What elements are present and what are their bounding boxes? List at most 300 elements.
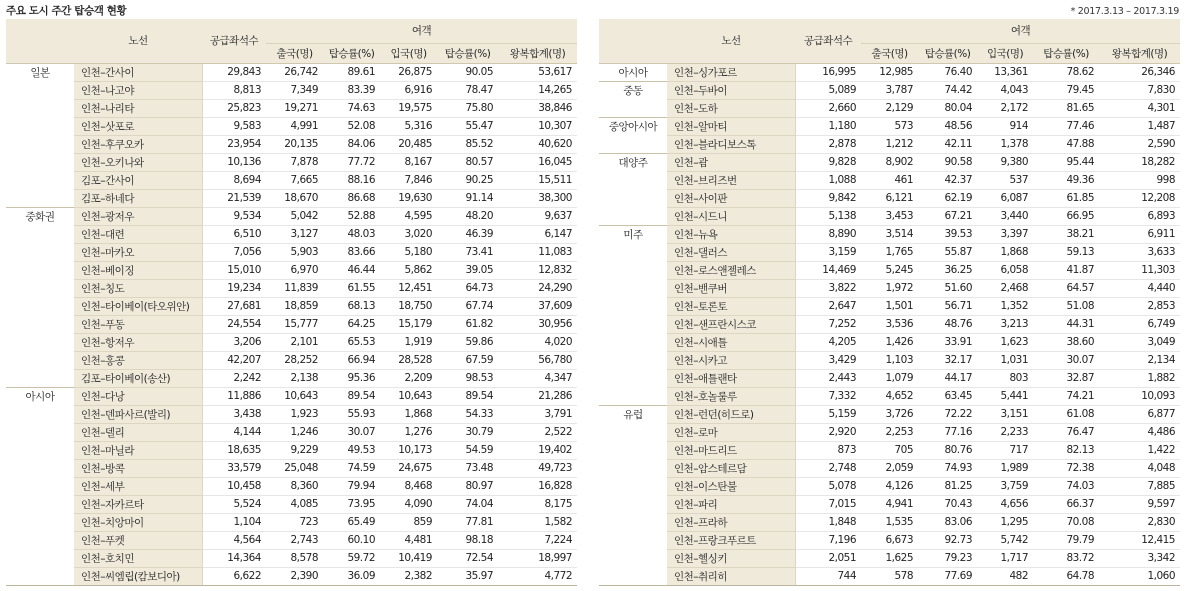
region-header (599, 19, 667, 63)
region-cell (6, 279, 74, 297)
left-table-body (6, 63, 577, 585)
departures-cell: 1,923 (266, 405, 323, 423)
round-trip-total-cell: 2,853 (1099, 297, 1180, 315)
route-cell: 인천–호치민 (74, 549, 202, 567)
arrivals-cell: 1,276 (380, 423, 437, 441)
arrivals-cell: 3,440 (977, 207, 1033, 225)
region-cell (599, 207, 667, 225)
round-trip-total-cell: 18,997 (498, 549, 577, 567)
seats-cell: 2,443 (795, 369, 861, 387)
route-header: 노선 (667, 19, 795, 63)
departures-cell: 20,135 (266, 135, 323, 153)
seats-cell: 873 (795, 441, 861, 459)
arrival-rate-cell: 64.78 (1033, 567, 1099, 585)
departure-rate-cell: 89.61 (323, 63, 380, 81)
region-cell (599, 549, 667, 567)
departure-rate-cell: 36.25 (918, 261, 977, 279)
region-cell (6, 153, 74, 171)
round-trip-total-cell: 1,422 (1099, 441, 1180, 459)
round-trip-total-cell: 7,830 (1099, 81, 1180, 99)
arrivals-cell: 2,468 (977, 279, 1033, 297)
departures-cell: 25,048 (266, 459, 323, 477)
arrivals-cell: 5,316 (380, 117, 437, 135)
table-row (599, 261, 1180, 279)
arrival-rate-cell: 77.81 (437, 513, 498, 531)
round-trip-total-cell: 26,346 (1099, 63, 1180, 81)
arrivals-cell: 3,151 (977, 405, 1033, 423)
arrival-rate-cell: 30.79 (437, 423, 498, 441)
departures-cell: 6,121 (861, 189, 918, 207)
round-trip-total-cell: 40,620 (498, 135, 577, 153)
round-trip-total-cell: 1,882 (1099, 369, 1180, 387)
route-cell: 인천–델리 (74, 423, 202, 441)
arrival-rate-cell: 72.54 (437, 549, 498, 567)
arrival-rate-cell: 85.52 (437, 135, 498, 153)
table-row (599, 333, 1180, 351)
departures-cell: 1,079 (861, 369, 918, 387)
route-cell: 인천–취리히 (667, 567, 795, 585)
arrival-rate-cell: 44.31 (1033, 315, 1099, 333)
table-row (599, 207, 1180, 225)
round-trip-total-cell: 6,749 (1099, 315, 1180, 333)
arrival-rate-cell: 98.18 (437, 531, 498, 549)
round-trip-total-cell: 4,486 (1099, 423, 1180, 441)
table-row (6, 99, 577, 117)
table-row (599, 513, 1180, 531)
route-cell: 인천–광저우 (74, 207, 202, 225)
table-row (6, 315, 577, 333)
departure-rate-cell: 63.45 (918, 387, 977, 405)
arrivals-cell: 7,846 (380, 171, 437, 189)
region-cell (599, 513, 667, 531)
arrival-rate-cell: 80.97 (437, 477, 498, 495)
table-row (6, 459, 577, 477)
seats-cell: 18,635 (202, 441, 266, 459)
departures-cell: 8,578 (266, 549, 323, 567)
departure-rate-cell: 81.25 (918, 477, 977, 495)
arrival-rate-cell: 54.59 (437, 441, 498, 459)
route-cell: 인천–덴파사르(발리) (74, 405, 202, 423)
table-row (6, 495, 577, 513)
seats-cell: 1,848 (795, 513, 861, 531)
departures-cell: 3,536 (861, 315, 918, 333)
seats-cell: 15,010 (202, 261, 266, 279)
arrival-rate-cell: 70.08 (1033, 513, 1099, 531)
departures-cell: 705 (861, 441, 918, 459)
table-row (599, 441, 1180, 459)
route-cell: 인천–마드리드 (667, 441, 795, 459)
departure-rate-cell: 74.63 (323, 99, 380, 117)
route-cell: 인천–베이징 (74, 261, 202, 279)
round-trip-total-cell: 38,300 (498, 189, 577, 207)
table-row (6, 351, 577, 369)
arrival-rate-cell: 55.47 (437, 117, 498, 135)
round-trip-total-cell: 12,832 (498, 261, 577, 279)
region-cell (599, 261, 667, 279)
round-trip-total-cell: 18,282 (1099, 153, 1180, 171)
arrival-rate-cell: 66.95 (1033, 207, 1099, 225)
arrivals-cell: 13,361 (977, 63, 1033, 81)
departure-rate-cell: 95.36 (323, 369, 380, 387)
arrivals-cell: 19,575 (380, 99, 437, 117)
seats-cell: 9,842 (795, 189, 861, 207)
region-cell (599, 459, 667, 477)
seats-cell: 8,694 (202, 171, 266, 189)
arrival-rate-cell: 78.47 (437, 81, 498, 99)
table-row (6, 423, 577, 441)
departure-rate-cell: 83.06 (918, 513, 977, 531)
round-trip-total-cell: 3,049 (1099, 333, 1180, 351)
round-trip-total-cell: 11,083 (498, 243, 577, 261)
departure-rate-cell: 48.76 (918, 315, 977, 333)
arrival-rate-cell: 38.60 (1033, 333, 1099, 351)
arrivals-cell: 4,481 (380, 531, 437, 549)
round-trip-total-cell: 4,772 (498, 567, 577, 585)
arrivals-cell: 6,058 (977, 261, 1033, 279)
route-cell: 인천–이스탄불 (667, 477, 795, 495)
arrivals-cell: 2,209 (380, 369, 437, 387)
right-table-body (599, 63, 1180, 585)
arrivals-cell: 4,656 (977, 495, 1033, 513)
round-trip-total-cell: 30,956 (498, 315, 577, 333)
route-cell: 인천–시카고 (667, 351, 795, 369)
seats-cell: 9,828 (795, 153, 861, 171)
arrivals-cell: 717 (977, 441, 1033, 459)
arrival-rate-cell: 59.13 (1033, 243, 1099, 261)
round-trip-total-cell: 24,290 (498, 279, 577, 297)
page-title: 주요 도시 주간 탑승객 현황 (6, 5, 127, 17)
arrival-rate-cell: 32.87 (1033, 369, 1099, 387)
region-cell (599, 279, 667, 297)
arrival-rate-cell: 54.33 (437, 405, 498, 423)
departures-cell: 18,859 (266, 297, 323, 315)
table-row (6, 441, 577, 459)
departure-rate-cell: 79.23 (918, 549, 977, 567)
passengers-header: 여객 (861, 19, 1180, 43)
table-row (599, 153, 1180, 171)
table-row (599, 297, 1180, 315)
table-row (6, 225, 577, 243)
arrival-rate-cell: 81.65 (1033, 99, 1099, 117)
table-row (6, 207, 577, 225)
seats-cell: 14,364 (202, 549, 266, 567)
arrivals-cell: 1,378 (977, 135, 1033, 153)
departure-rate-cell: 39.53 (918, 225, 977, 243)
route-cell: 인천–나리타 (74, 99, 202, 117)
region-cell (599, 333, 667, 351)
arrivals-cell: 19,630 (380, 189, 437, 207)
seats-cell: 4,564 (202, 531, 266, 549)
table-row (599, 567, 1180, 585)
arrival-rate-cell: 89.54 (437, 387, 498, 405)
arrival-rate-cell: 72.38 (1033, 459, 1099, 477)
departures-cell: 2,138 (266, 369, 323, 387)
region-label: 중화권 (6, 207, 74, 225)
round-trip-total-cell: 15,511 (498, 171, 577, 189)
departures-header: 출국(명) (266, 43, 323, 63)
round-trip-total-cell: 3,791 (498, 405, 577, 423)
departure-rate-cell: 89.54 (323, 387, 380, 405)
round-trip-total-cell: 998 (1099, 171, 1180, 189)
seats-cell: 1,180 (795, 117, 861, 135)
round-trip-total-cell: 9,597 (1099, 495, 1180, 513)
region-cell (6, 351, 74, 369)
seats-cell: 16,995 (795, 63, 861, 81)
arrivals-cell: 4,595 (380, 207, 437, 225)
departures-cell: 4,085 (266, 495, 323, 513)
departures-cell: 2,059 (861, 459, 918, 477)
route-cell: 인천–씨엠립(캄보디아) (74, 567, 202, 585)
region-cell (6, 441, 74, 459)
right-passenger-table (599, 19, 1180, 586)
departures-header: 출국(명) (861, 43, 918, 63)
arrivals-cell: 5,441 (977, 387, 1033, 405)
departure-rate-cell: 80.76 (918, 441, 977, 459)
departures-cell: 1,212 (861, 135, 918, 153)
departures-cell: 1,765 (861, 243, 918, 261)
route-cell: 인천–마닐라 (74, 441, 202, 459)
departure-rate-cell: 60.10 (323, 531, 380, 549)
route-cell: 인천–샌프란시스코 (667, 315, 795, 333)
arrival-rate-cell: 74.21 (1033, 387, 1099, 405)
departure-rate-cell: 62.19 (918, 189, 977, 207)
seats-cell: 9,534 (202, 207, 266, 225)
region-cell (599, 171, 667, 189)
arrival-rate-cell: 74.04 (437, 495, 498, 513)
seats-cell: 24,554 (202, 315, 266, 333)
departure-rate-cell: 74.42 (918, 81, 977, 99)
departures-cell: 12,985 (861, 63, 918, 81)
departures-cell: 18,670 (266, 189, 323, 207)
region-cell (599, 567, 667, 585)
round-trip-total-cell: 3,342 (1099, 549, 1180, 567)
table-row (6, 135, 577, 153)
table-row (599, 495, 1180, 513)
region-cell (599, 441, 667, 459)
arrivals-cell: 10,643 (380, 387, 437, 405)
arrival-rate-cell: 95.44 (1033, 153, 1099, 171)
table-row (6, 405, 577, 423)
arrivals-cell: 2,172 (977, 99, 1033, 117)
arrival-rate-cell: 82.13 (1033, 441, 1099, 459)
route-cell: 인천–칭도 (74, 279, 202, 297)
arrival-rate-cell: 39.05 (437, 261, 498, 279)
arrival-rate-cell: 61.82 (437, 315, 498, 333)
arrival-rate-cell: 98.53 (437, 369, 498, 387)
arrival-rate-cell: 41.87 (1033, 261, 1099, 279)
arrivals-cell: 5,742 (977, 531, 1033, 549)
table-row (6, 531, 577, 549)
arrivals-cell: 5,862 (380, 261, 437, 279)
arrival-rate-cell: 74.03 (1033, 477, 1099, 495)
arrival-rate-cell: 73.41 (437, 243, 498, 261)
route-cell: 인천–오키나와 (74, 153, 202, 171)
region-label: 대양주 (599, 153, 667, 171)
departure-rate-cell: 42.11 (918, 135, 977, 153)
departures-cell: 7,349 (266, 81, 323, 99)
departure-rate-cell: 76.40 (918, 63, 977, 81)
seats-cell: 10,458 (202, 477, 266, 495)
departures-cell: 723 (266, 513, 323, 531)
departure-rate-cell: 32.17 (918, 351, 977, 369)
departures-cell: 1,972 (861, 279, 918, 297)
departures-cell: 573 (861, 117, 918, 135)
table-row (599, 225, 1180, 243)
table-row (599, 369, 1180, 387)
seats-cell: 2,660 (795, 99, 861, 117)
arrival-rate-cell: 83.72 (1033, 549, 1099, 567)
round-trip-total-cell: 37,609 (498, 297, 577, 315)
date-range-note: * 2017.3.13 – 2017.3.19 (1070, 6, 1179, 17)
table-row (599, 81, 1180, 99)
departure-rate-cell: 42.37 (918, 171, 977, 189)
round-trip-total-cell: 1,582 (498, 513, 577, 531)
arrivals-cell: 1,989 (977, 459, 1033, 477)
round-trip-total-cell: 4,440 (1099, 279, 1180, 297)
table-row (6, 333, 577, 351)
arrivals-cell: 3,759 (977, 477, 1033, 495)
departures-cell: 26,742 (266, 63, 323, 81)
departure-rate-cell: 52.08 (323, 117, 380, 135)
departure-rate-cell: 44.17 (918, 369, 977, 387)
seats-cell: 5,524 (202, 495, 266, 513)
seats-cell: 14,469 (795, 261, 861, 279)
route-cell: 인천–치앙마이 (74, 513, 202, 531)
route-cell: 김포–타이베이(송산) (74, 369, 202, 387)
region-cell (6, 117, 74, 135)
arrival-rate-cell: 64.57 (1033, 279, 1099, 297)
arrivals-cell: 28,528 (380, 351, 437, 369)
round-trip-total-cell: 19,402 (498, 441, 577, 459)
departures-cell: 10,643 (266, 387, 323, 405)
departures-cell: 11,839 (266, 279, 323, 297)
route-cell: 인천–두바이 (667, 81, 795, 99)
departure-rate-cell: 77.72 (323, 153, 380, 171)
departure-rate-cell: 30.07 (323, 423, 380, 441)
round-trip-total-cell: 8,175 (498, 495, 577, 513)
round-trip-total-cell: 49,723 (498, 459, 577, 477)
route-cell: 인천–항저우 (74, 333, 202, 351)
region-cell (599, 387, 667, 405)
departure-rate-cell: 70.43 (918, 495, 977, 513)
seats-cell: 5,078 (795, 477, 861, 495)
arrival-rate-cell: 38.21 (1033, 225, 1099, 243)
seats-cell: 33,579 (202, 459, 266, 477)
departure-rate-cell: 46.44 (323, 261, 380, 279)
seats-cell: 3,206 (202, 333, 266, 351)
table-row (6, 549, 577, 567)
round-trip-total-cell: 3,633 (1099, 243, 1180, 261)
departures-cell: 3,726 (861, 405, 918, 423)
seats-cell: 42,207 (202, 351, 266, 369)
route-cell: 인천–런던(히드로) (667, 405, 795, 423)
departure-rate-cell: 48.56 (918, 117, 977, 135)
seats-cell: 8,813 (202, 81, 266, 99)
region-label: 아시아 (599, 63, 667, 81)
arrivals-cell: 10,173 (380, 441, 437, 459)
route-cell: 인천–밴쿠버 (667, 279, 795, 297)
seats-cell: 2,748 (795, 459, 861, 477)
departure-rate-cell: 72.22 (918, 405, 977, 423)
route-cell: 인천–나고야 (74, 81, 202, 99)
region-cell (6, 531, 74, 549)
region-cell (6, 315, 74, 333)
departure-rate-cell: 65.53 (323, 333, 380, 351)
arrivals-cell: 8,167 (380, 153, 437, 171)
departures-cell: 3,787 (861, 81, 918, 99)
arrivals-cell: 3,213 (977, 315, 1033, 333)
route-cell: 인천–토론토 (667, 297, 795, 315)
seats-cell: 6,510 (202, 225, 266, 243)
region-cell (599, 351, 667, 369)
region-cell (599, 531, 667, 549)
departure-rate-cell: 77.69 (918, 567, 977, 585)
seats-cell: 5,089 (795, 81, 861, 99)
region-cell (599, 315, 667, 333)
seats-cell: 7,015 (795, 495, 861, 513)
route-cell: 인천–괌 (667, 153, 795, 171)
region-cell (6, 189, 74, 207)
round-trip-total-cell: 4,020 (498, 333, 577, 351)
arrival-rate-cell: 46.39 (437, 225, 498, 243)
round-trip-total-cell: 6,147 (498, 225, 577, 243)
table-row (599, 189, 1180, 207)
table-row (599, 63, 1180, 81)
table-row (6, 153, 577, 171)
departures-cell: 2,743 (266, 531, 323, 549)
table-row (599, 279, 1180, 297)
arrivals-cell: 4,090 (380, 495, 437, 513)
departures-cell: 5,903 (266, 243, 323, 261)
seats-cell: 2,647 (795, 297, 861, 315)
departure-rate-cell: 74.93 (918, 459, 977, 477)
arrival-rate-cell: 75.80 (437, 99, 498, 117)
departure-rate-cell: 61.55 (323, 279, 380, 297)
table-row (6, 171, 577, 189)
seats-cell: 23,954 (202, 135, 266, 153)
table-row (6, 387, 577, 405)
departures-cell: 2,253 (861, 423, 918, 441)
table-row (599, 171, 1180, 189)
route-cell: 인천–타이베이(타오위안) (74, 297, 202, 315)
table-row (599, 99, 1180, 117)
seats-cell: 27,681 (202, 297, 266, 315)
seats-cell: 1,104 (202, 513, 266, 531)
region-label: 미주 (599, 225, 667, 243)
departure-rate-cell: 66.94 (323, 351, 380, 369)
route-cell: 인천–호놀룰루 (667, 387, 795, 405)
route-cell: 인천–프랑크푸르트 (667, 531, 795, 549)
seats-cell: 2,051 (795, 549, 861, 567)
departure-rate-cell: 48.03 (323, 225, 380, 243)
departures-cell: 1,426 (861, 333, 918, 351)
table-row (6, 189, 577, 207)
departures-cell: 6,673 (861, 531, 918, 549)
round-trip-total-cell: 7,224 (498, 531, 577, 549)
region-cell (6, 297, 74, 315)
region-cell (6, 477, 74, 495)
region-label: 유럽 (599, 405, 667, 423)
region-cell (6, 459, 74, 477)
arrival-rate-cell: 77.46 (1033, 117, 1099, 135)
seats-cell: 1,088 (795, 171, 861, 189)
departure-rate-header: 탑승률(%) (918, 43, 977, 63)
departures-cell: 4,652 (861, 387, 918, 405)
departures-cell: 461 (861, 171, 918, 189)
seats-cell: 7,332 (795, 387, 861, 405)
arrivals-cell: 1,868 (380, 405, 437, 423)
arrivals-header: 입국(명) (380, 43, 437, 63)
